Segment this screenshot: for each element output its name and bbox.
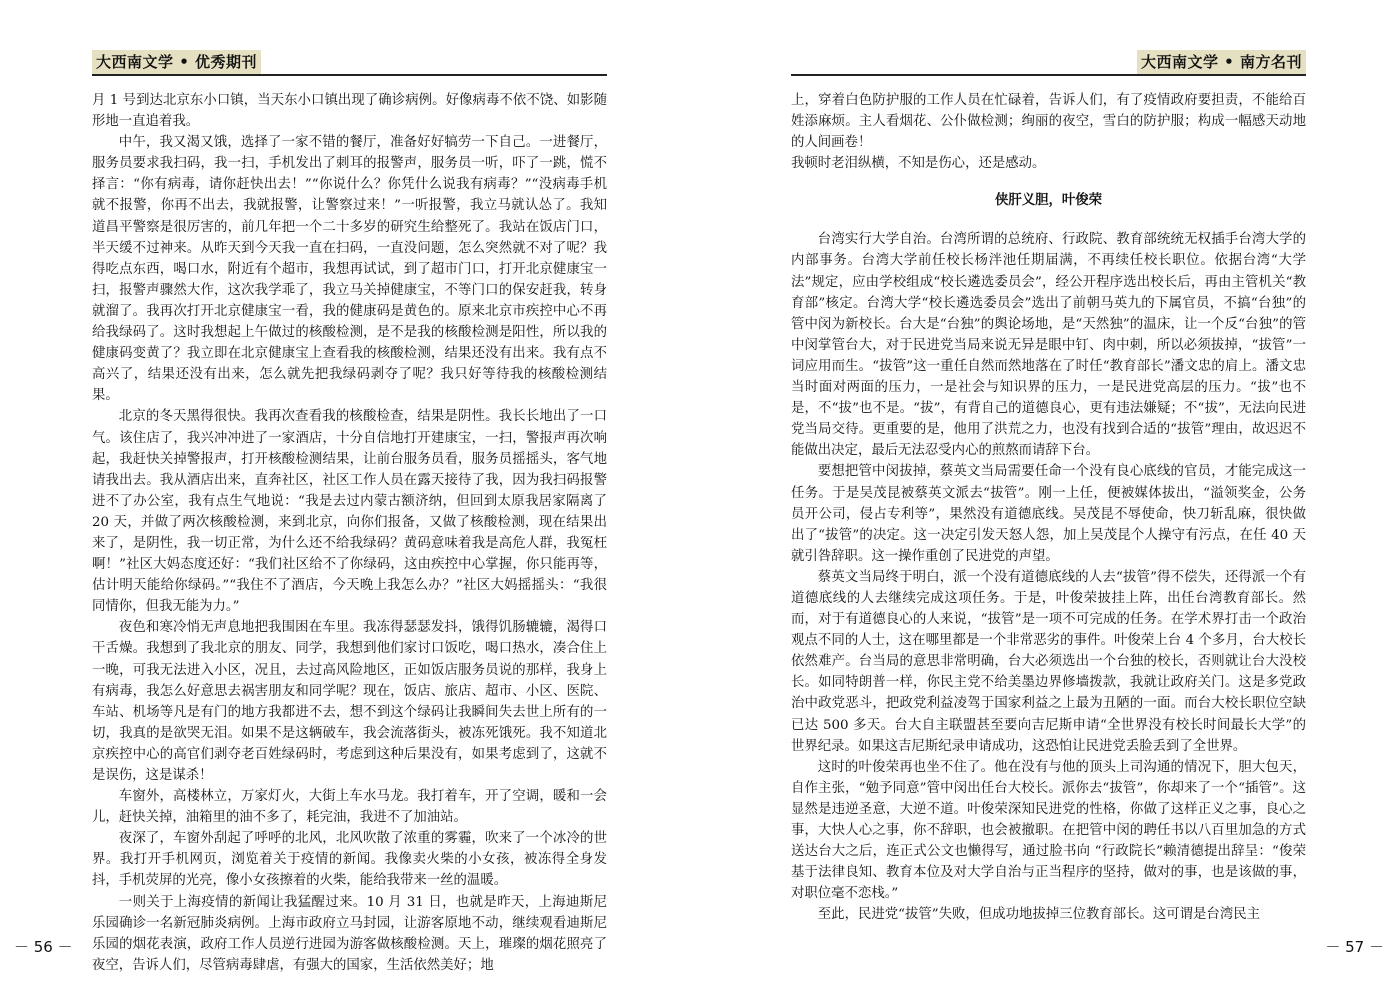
paragraph: 一则关于上海疫情的新闻让我猛醒过来。10 月 31 日，也就是昨天，上海迪斯尼乐园确诊一名新冠肺炎病例。上海市政府立马封园，让游客原地不动，继续观看迪斯尼乐园的烟花表演，政府工作人员逆行进园为游客做核酸检测。天上，璀璨的烟花照亮了夜空，告诉人们，尽管病毒肆虐，有强大的国家，生活依然美好；地 <box>92 894 607 973</box>
paragraph: 车窗外，高楼林立，万家灯火，大街上车水马龙。我打着车，开了空调，暖和一会儿，赶快关掉，油箱里的油不多了，耗完油，我进不了加油站。 <box>92 789 607 826</box>
paragraph: 这时的叶俊荣再也坐不住了。他在没有与他的顶头上司沟通的情况下，胆大包天，自作主张，“勉予同意”管中闵出任台大校长。派你去“拔管”，你却来了一个“插管”。这显然是违逆圣意，大逆不道。叶俊荣深知民进党的性格，你做了这样正义之事，良心之事，大快人心之事，你不辞职，也会被撤职。在把管中闵的聘任书以八百里加急的方式送达台大之后，连正式公文也懒得写，通过脸书向 “行政院长”赖清德提出辞呈：“俊荣基于法律良知、教育本位及对大学自治与正当程序的坚持，做对的事，也是该做的事，对职位毫不恋栈。” <box>791 759 1306 902</box>
article-body <box>92 90 607 976</box>
header-rule <box>92 74 607 76</box>
page-number: － 57 － <box>1325 938 1384 956</box>
section-title: 侠肝义胆，叶俊荣 <box>994 192 1103 209</box>
paragraph: 上，穿着白色防护服的工作人员在忙碌着，告诉人们，有了疫情政府要担责，不能给百姓添麻烦。主人看烟花、公仆做检测；绚丽的夜空，雪白的防护服；构成一幅感天动地的人间画卷！ <box>791 93 1306 151</box>
paragraph-group <box>791 229 1306 925</box>
paragraph: 中午，我又渴又饿，选择了一家不错的餐厅，准备好好犒劳一下自己。一进餐厅，服务员要求我扫码，我一扫，手机发出了刺耳的报警声，服务员一听，吓了一跳，慌不择言：“你有病毒，请你赶快出去！”“你说什么？你凭什么说我有病毒？”“没病毒手机就不报警，你再不出去，我就报警，让警察过来！”一听报警，我立马就认怂了。我知道昌平警察是很厉害的，前几年把一个二十多岁的研究生给整死了。我站在饭店门口，半天缓不过神来。从昨天到今天我一直在扫码，一直没问题，怎么突然就不对了呢？我得吃点东西，喝口水，附近有个超市，我想再试试，到了超市门口，打开北京健康宝一扫，报警声骤然大作，这次我学乖了，我立马关掉健康宝，不等门口的保安赶我，转身就溜了。我再次打开北京健康宝一看，我的健康码是黄色的。原来北京市疾控中心不再给我绿码了。这时我想起上午做过的核酸检测，是不是我的核酸检测是阳性，所以我的健康码变黄了？我立即在北京健康宝上查看我的核酸检测，结果还没有出来。我有点不高兴了，结果还没有出来，怎么就先把我绿码剥夺了呢？我只好等待我的核酸检测结果。 <box>92 135 607 404</box>
article-body <box>791 90 1306 925</box>
paragraph-group <box>791 90 1306 174</box>
paragraph: 蔡英文当局终于明白，派一个没有道德底线的人去“拔管”得不偿失，还得派一个有道德底线的人去继续完成这项任务。于是，叶俊荣披挂上阵，出任台湾教育部长。然而，对于有道德良心的人来说，“拔管”是一项不可完成的任务。在学术界打击一个政治观点不同的人士，这在哪里都是一个非常恶劣的事件。叶俊荣上台 4 个多月，台大校长依然难产。台当局的意思非常明确，台大必须选出一个台独的校长，否则就让台大没校长。如同特朗普一样，你民主党不给美墨边界修墙拨款，我就让政府关门。这是多党政治中政党恶斗，把政党利益凌驾于国家利益之上最为丑陋的一面。而台大校长职位空缺已达 500 多天。台大自主联盟甚至要向吉尼斯申请“全世界没有校长时间最长大学”的世界纪录。如果这吉尼斯纪录申请成功，这恐怕让民进党丢脸丢到了全世界。 <box>791 569 1306 754</box>
paragraph: 夜深了，车窗外刮起了呼呼的北风，北风吹散了浓重的雾霾，吹来了一个冰冷的世界。我打开手机网页，浏览着关于疫情的新闻。我像卖火柴的小女孩，被冻得全身发抖，手机荧屏的光亮，像小女孩擦着的火柴，能给我带来一丝的温暖。 <box>92 831 607 889</box>
paragraph: 至此，民进党“拔管”失败，但成功地拔掉三位教育部长。这可谓是台湾民主 <box>817 907 1260 923</box>
journal-header: 大西南文学 • 南方名刊 <box>1137 50 1306 74</box>
paragraph: 我顿时老泪纵横，不知是伤心，还是感动。 <box>791 156 1046 172</box>
page-number: － 56 － <box>14 938 73 956</box>
right-page <box>699 0 1398 982</box>
journal-header: 大西南文学 • 优秀期刊 <box>92 50 261 74</box>
paragraph: 夜色和寒冷悄无声息地把我围困在车里。我冻得瑟瑟发抖，饿得饥肠辘辘，渴得口干舌燥。我想到了我北京的朋友、同学，我想到他们家讨口饭吃，喝口热水，凑合住上一晚，可我无法进入小区，况且，去过高风险地区，正如饭店服务员说的那样，我身上有病毒，我怎么好意思去祸害朋友和同学呢？现在，饭店、旅店、超市、小区、医院、车站、机场等凡是有门的地方我都进不去，想不到这个绿码让我瞬间失去世上所有的一切，我真的是欲哭无泪。如果不是这辆破车，我会流落街头，被冻死饿死。我不知道北京疾控中心的高官们剥夺老百姓绿码时，考虑到这种后果没有，如果考虑到了，这就不是误伤，这是谋杀！ <box>92 620 607 783</box>
paragraph: 月 1 号到达北京东小口镇，当天东小口镇出现了确诊病例。好像病毒不依不饶、如影随形地一直追着我。 <box>92 93 607 130</box>
paragraph: 台湾实行大学自治。台湾所谓的总统府、行政院、教育部统统无权插手台湾大学的内部事务。台湾大学前任校长杨泮池任期届满，不再续任校长职位。依据台湾“大学法”规定，应由学校组成“校长遴选委员会”，经公开程序选出校长后，再由主管机关“教育部”核定。台湾大学“校长遴选委员会”选出了前朝马英九的下属官员，不搞“台独”的管中闵为新校长。台大是“台独”的舆论场地，是“天然独”的温床，让一个反“台独”的管中闵掌管台大，对于民进党当局来说无异是眼中钉、肉中刺，所以必须拔掉，“拔管”一词应用而生。“拔管”这一重任自然而然地落在了时任“教育部长”潘文忠的肩上。潘文忠当时面对两面的压力，一是社会与知识界的压力，一是民进党高层的压力。“拔”也不是，不“拔”也不是。“拔”，有背自己的道德良心，更有违法嫌疑；不“拔”，无法向民进党当局交待。更重要的是，他用了洪荒之力，也没有找到合适的“拔管”理由，故迟迟不能做出决定，最后无法忍受内心的煎熬而请辞下台。 <box>791 232 1306 459</box>
header-rule <box>791 74 1306 76</box>
paragraph: 要想把管中闵拔掉，蔡英文当局需要任命一个没有良心底线的官员，才能完成这一任务。于是吴茂昆被蔡英文派去“拔管”。刚一上任，便被媒体拔出，“溢领奖金，公务员开公司，侵占专利等”，果然没有道德底线。吴茂昆不辱使命，快刀斩乱麻，很快做出了“拔管”的决定。这一决定引发天怒人怨，加上吴茂昆个人操守有污点，在任 40 天就引咎辞职。这一操作重创了民进党的声望。 <box>791 464 1306 564</box>
paragraph: 北京的冬天黑得很快。我再次查看我的核酸检查，结果是阴性。我长长地出了一口气。该住店了，我兴冲冲进了一家酒店，十分自信地打开建康宝，一扫，警报声再次响起，我赶快关掉警报声，打开核酸检测结果，让前台服务员看，服务员摇摇头，客气地请我出去。我从酒店出来，直奔社区，社区工作人员在露天接待了我，因为我扫码报警进不了办公室，我有点生气地说：“我是去过内蒙古额济纳，但回到太原我居家隔离了 20 天，并做了两次核酸检测，来到北京，向你们报备，又做了核酸检测，现在结果出来了，是阴性，我一切正常，为什么还不给我绿码？黄码意味着我是高危人群，我冤枉啊！”社区大妈态度还好：“我们社区给不了你绿码，这由疾控中心掌握，你只能再等，估计明天能给你绿码。”“我住不了酒店，今天晚上我怎么办？”社区大妈摇摇头：“我很同情你，但我无能为力。” <box>92 409 607 615</box>
